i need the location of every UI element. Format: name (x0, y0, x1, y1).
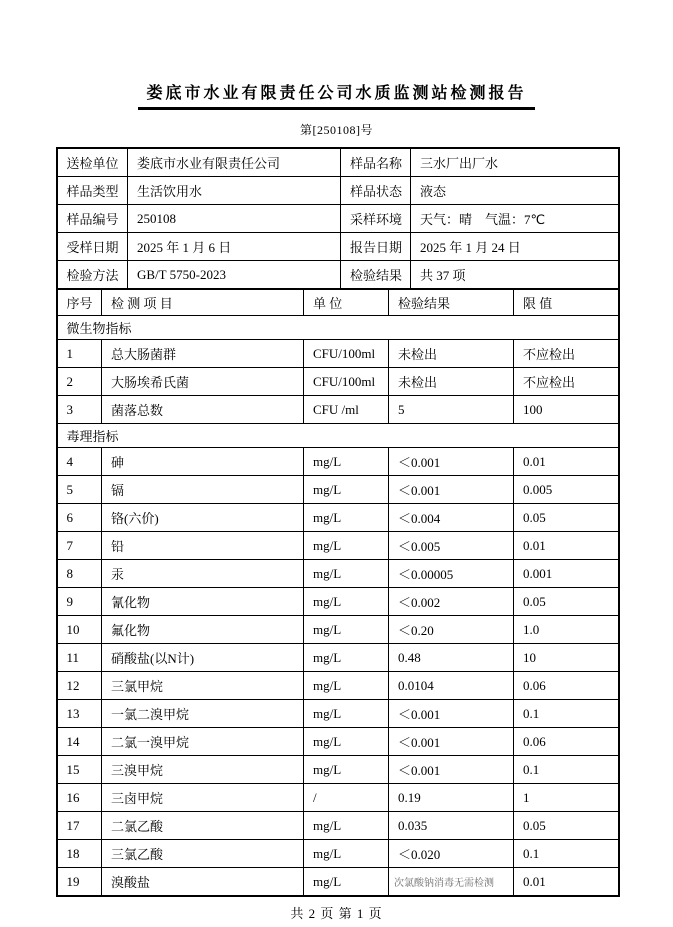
row-item: 大肠埃希氏菌 (102, 368, 304, 396)
row-item: 一氯二溴甲烷 (102, 700, 304, 728)
row-item: 氟化物 (102, 616, 304, 644)
row-unit: mg/L (304, 504, 389, 532)
row-unit: mg/L (304, 812, 389, 840)
report-number: 第[250108]号 (300, 123, 373, 137)
info-row (57, 233, 619, 261)
row-item: 氰化物 (102, 588, 304, 616)
row-unit: mg/L (304, 644, 389, 672)
row-limit: 1 (514, 784, 619, 812)
table-row (57, 504, 619, 532)
row-result: ＜0.005 (389, 532, 514, 560)
info-value: 生活饮用水 (128, 177, 341, 205)
table-row (57, 368, 619, 396)
row-unit: mg/L (304, 616, 389, 644)
sample-info-table (56, 147, 620, 290)
row-unit: mg/L (304, 588, 389, 616)
row-no: 9 (57, 588, 102, 616)
row-item: 汞 (102, 560, 304, 588)
row-unit: CFU/100ml (304, 340, 389, 368)
row-result: ＜0.001 (389, 700, 514, 728)
col-header-item: 检 测 项 目 (102, 289, 304, 316)
row-result: 0.0104 (389, 672, 514, 700)
info-label: 样品名称 (341, 148, 411, 177)
row-unit: mg/L (304, 700, 389, 728)
info-label: 检验结果 (341, 261, 411, 290)
info-value: 2025 年 1 月 6 日 (128, 233, 341, 261)
row-no: 14 (57, 728, 102, 756)
row-unit: mg/L (304, 560, 389, 588)
table-row (57, 756, 619, 784)
row-no: 3 (57, 396, 102, 424)
row-result: 未检出 (389, 368, 514, 396)
col-header-result: 检验结果 (389, 289, 514, 316)
row-limit: 0.01 (514, 448, 619, 476)
row-limit: 1.0 (514, 616, 619, 644)
row-no: 2 (57, 368, 102, 396)
table-row (57, 588, 619, 616)
row-no: 6 (57, 504, 102, 532)
table-row (57, 644, 619, 672)
row-item: 镉 (102, 476, 304, 504)
row-limit: 0.06 (514, 672, 619, 700)
row-result: ＜0.001 (389, 448, 514, 476)
row-no: 12 (57, 672, 102, 700)
results-header-row (57, 289, 619, 316)
row-limit: 0.005 (514, 476, 619, 504)
row-no: 7 (57, 532, 102, 560)
row-no: 17 (57, 812, 102, 840)
row-item: 铅 (102, 532, 304, 560)
table-row (57, 560, 619, 588)
row-result: 0.48 (389, 644, 514, 672)
row-limit: 10 (514, 644, 619, 672)
row-no: 16 (57, 784, 102, 812)
row-no: 18 (57, 840, 102, 868)
row-result-note: 次氯酸钠消毒无需检测 (389, 868, 514, 897)
info-value: 娄底市水业有限责任公司 (128, 148, 341, 177)
row-limit: 0.1 (514, 756, 619, 784)
row-result: 0.19 (389, 784, 514, 812)
table-row (57, 616, 619, 644)
row-no: 5 (57, 476, 102, 504)
info-label: 报告日期 (341, 233, 411, 261)
table-row (57, 728, 619, 756)
col-header-no: 序号 (57, 289, 102, 316)
row-unit: CFU /ml (304, 396, 389, 424)
info-row (57, 261, 619, 290)
col-header-limit: 限 值 (514, 289, 619, 316)
info-label: 检验方法 (57, 261, 128, 290)
page-title: 娄底市水业有限责任公司水质监测站检测报告 (138, 80, 534, 110)
row-no: 19 (57, 868, 102, 897)
info-value: 共 37 项 (411, 261, 619, 290)
row-limit: 0.05 (514, 504, 619, 532)
row-limit: 0.1 (514, 700, 619, 728)
row-no: 1 (57, 340, 102, 368)
row-result: 0.035 (389, 812, 514, 840)
row-result: 5 (389, 396, 514, 424)
row-limit: 不应检出 (514, 340, 619, 368)
table-row (57, 784, 619, 812)
row-item: 硝酸盐(以N计) (102, 644, 304, 672)
row-limit: 0.01 (514, 532, 619, 560)
row-unit: mg/L (304, 868, 389, 897)
section-header: 毒理指标 (57, 424, 619, 448)
info-row (57, 205, 619, 233)
row-result: ＜0.00005 (389, 560, 514, 588)
section-header-row (57, 424, 619, 448)
row-unit: mg/L (304, 476, 389, 504)
row-result: ＜0.001 (389, 476, 514, 504)
row-unit: mg/L (304, 840, 389, 868)
row-result: 未检出 (389, 340, 514, 368)
row-no: 15 (57, 756, 102, 784)
table-row (57, 448, 619, 476)
row-result: ＜0.004 (389, 504, 514, 532)
row-no: 13 (57, 700, 102, 728)
info-label: 采样环境 (341, 205, 411, 233)
row-result: ＜0.001 (389, 728, 514, 756)
row-unit: mg/L (304, 672, 389, 700)
row-limit: 0.1 (514, 840, 619, 868)
info-row (57, 177, 619, 205)
row-item: 菌落总数 (102, 396, 304, 424)
row-no: 4 (57, 448, 102, 476)
row-limit: 不应检出 (514, 368, 619, 396)
table-row (57, 532, 619, 560)
table-row (57, 812, 619, 840)
row-item: 溴酸盐 (102, 868, 304, 897)
row-result: ＜0.002 (389, 588, 514, 616)
info-label: 样品类型 (57, 177, 128, 205)
info-value: 液态 (411, 177, 619, 205)
table-row (57, 672, 619, 700)
table-row (57, 700, 619, 728)
row-unit: mg/L (304, 532, 389, 560)
row-unit: mg/L (304, 448, 389, 476)
report-page (56, 0, 618, 922)
page-footer: 共 2 页 第 1 页 (290, 906, 383, 921)
row-item: 三氯甲烷 (102, 672, 304, 700)
row-limit: 0.001 (514, 560, 619, 588)
row-no: 10 (57, 616, 102, 644)
row-limit: 100 (514, 396, 619, 424)
row-item: 二氯一溴甲烷 (102, 728, 304, 756)
row-item: 二氯乙酸 (102, 812, 304, 840)
table-row (57, 396, 619, 424)
row-result: ＜0.20 (389, 616, 514, 644)
info-value: 250108 (128, 205, 341, 233)
info-label: 受样日期 (57, 233, 128, 261)
row-item: 三溴甲烷 (102, 756, 304, 784)
row-result: ＜0.020 (389, 840, 514, 868)
row-unit: mg/L (304, 756, 389, 784)
info-label: 样品状态 (341, 177, 411, 205)
info-value: 天气：晴 气温：7℃ (411, 205, 619, 233)
col-header-unit: 单 位 (304, 289, 389, 316)
row-limit: 0.05 (514, 812, 619, 840)
row-item: 三氯乙酸 (102, 840, 304, 868)
row-limit: 0.05 (514, 588, 619, 616)
row-item: 铬(六价) (102, 504, 304, 532)
table-row (57, 840, 619, 868)
info-row (57, 148, 619, 177)
info-label: 送检单位 (57, 148, 128, 177)
row-item: 砷 (102, 448, 304, 476)
row-item: 三卤甲烷 (102, 784, 304, 812)
row-unit: CFU/100ml (304, 368, 389, 396)
table-row (57, 476, 619, 504)
row-result: ＜0.001 (389, 756, 514, 784)
table-row (57, 868, 619, 897)
section-header-row (57, 316, 619, 340)
info-value: 2025 年 1 月 24 日 (411, 233, 619, 261)
row-unit: / (304, 784, 389, 812)
info-value: 三水厂出厂水 (411, 148, 619, 177)
row-unit: mg/L (304, 728, 389, 756)
row-limit: 0.06 (514, 728, 619, 756)
row-no: 11 (57, 644, 102, 672)
row-item: 总大肠菌群 (102, 340, 304, 368)
table-row (57, 340, 619, 368)
results-table (56, 288, 620, 897)
row-no: 8 (57, 560, 102, 588)
info-value: GB/T 5750-2023 (128, 261, 341, 290)
info-label: 样品编号 (57, 205, 128, 233)
row-limit: 0.01 (514, 868, 619, 897)
section-header: 微生物指标 (57, 316, 619, 340)
